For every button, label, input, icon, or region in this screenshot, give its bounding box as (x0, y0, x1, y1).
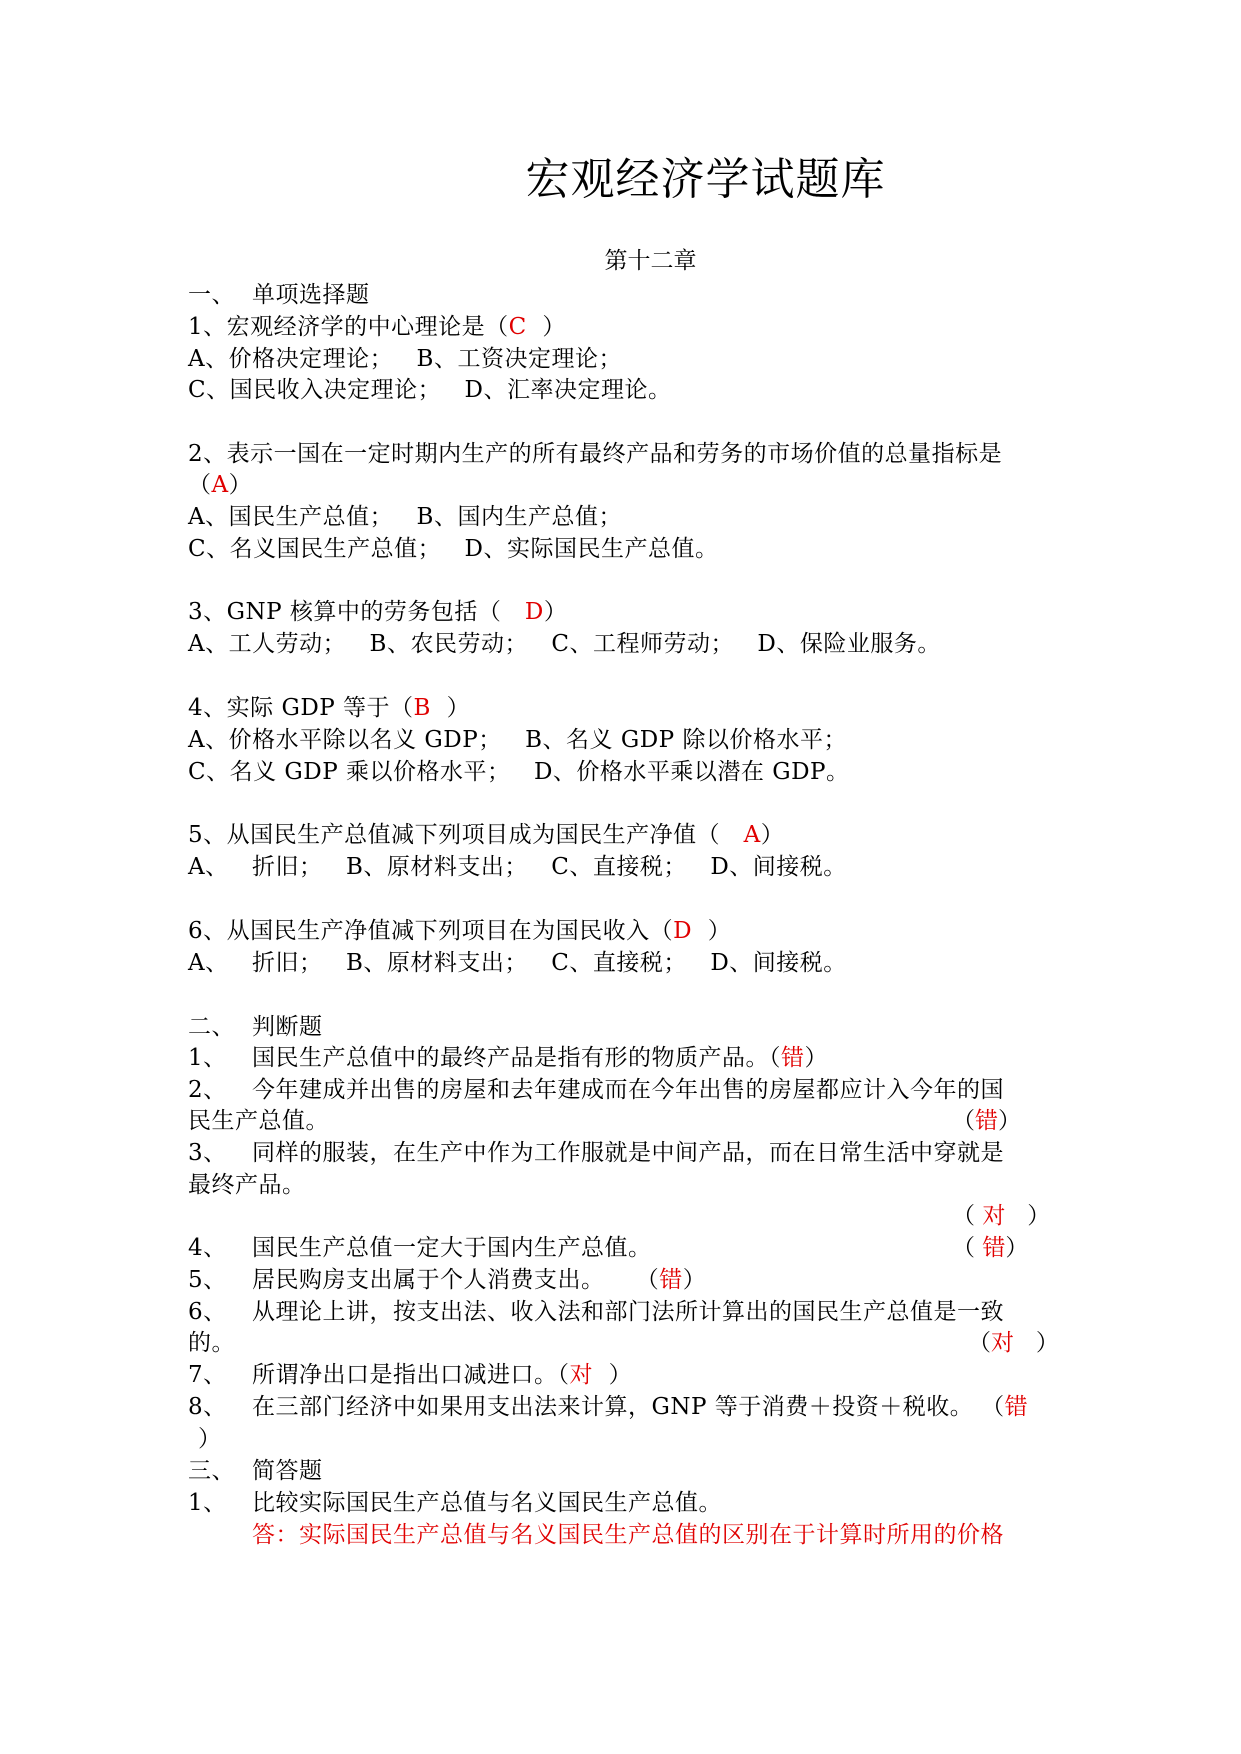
section-number: 一、 (188, 282, 235, 308)
question-3-stem: 3、GNP 核算中的劳务包括（ D） (188, 599, 568, 625)
question-2-options-a: A、国民生产总值； B、国内生产总值； (188, 504, 622, 530)
question-3-options: A、工人劳动； B、农民劳动； C、工程师劳动； D、保险业服务。 (188, 631, 941, 657)
judgement-item-3-answer: （ 对 ） (952, 1203, 1051, 1229)
question-4-options-a: A、价格水平除以名义 GDP； B、名义 GDP 除以价格水平； (188, 727, 847, 753)
question-5-options: A、 折旧； B、原材料支出； C、直接税； D、间接税。 (188, 854, 847, 880)
judgement-item-6: 6、 从理论上讲，按支出法、收入法和部门法所计算出的国民生产总值是一致 (188, 1299, 1004, 1325)
judgement-item-3: 3、 同样的服装，在生产中作为工作服就是中间产品，而在日常生活中穿就是 (188, 1140, 1004, 1166)
answer-mark: D (524, 599, 544, 625)
answer-mark: 错 (781, 1045, 805, 1071)
judgement-item-6-answer: （对 ） (968, 1330, 1059, 1356)
answer-mark: 错 (982, 1235, 1006, 1261)
answer-mark: 对 (991, 1330, 1014, 1356)
document-title: 宏观经济学试题库 (525, 154, 886, 205)
section-heading-judgement (188, 1012, 323, 1042)
section-title: 单项选择题 (252, 282, 370, 308)
answer-mark: D (673, 918, 693, 944)
answer-mark: 错 (659, 1267, 683, 1293)
answer-mark: A (211, 472, 229, 498)
question-4-stem: 4、实际 GDP 等于（B ） (188, 695, 471, 721)
question-4-options-b: C、名义 GDP 乘以价格水平； D、价格水平乘以潜在 GDP。 (188, 759, 850, 785)
answer-mark: 错 (975, 1108, 998, 1134)
short-answer-item-1-answer: 答：实际国民生产总值与名义国民生产总值的区别在于计算时所用的价格 (252, 1522, 1004, 1548)
question-1-stem: 1、宏观经济学的中心理论是（C ） (188, 314, 566, 340)
judgement-item-8-close: ） (198, 1426, 222, 1452)
section-title: 判断题 (252, 1014, 323, 1040)
answer-mark: C (508, 314, 527, 340)
judgement-item-1: 1、 国民生产总值中的最终产品是指有形的物质产品。（错） (188, 1045, 828, 1071)
question-2-answer: （A） (188, 472, 253, 498)
answer-mark: B (413, 695, 431, 721)
judgement-item-2: 2、 今年建成并出售的房屋和去年建成而在今年出售的房屋都应计入今年的国 (188, 1077, 1004, 1103)
question-2-options-b: C、名义国民生产总值； D、实际国民生产总值。 (188, 536, 719, 562)
judgement-item-3-cont: 最终产品。 (188, 1172, 306, 1198)
answer-mark: 对 (982, 1203, 1006, 1229)
answer-mark: 错 (1004, 1394, 1029, 1420)
judgement-item-5: 5、 居民购房支出属于个人消费支出。 （错） (188, 1267, 707, 1293)
judgement-item-4-answer: （ 错） (952, 1235, 1029, 1261)
judgement-item-2-cont: 民生产总值。 (188, 1108, 329, 1134)
section-title: 简答题 (252, 1458, 323, 1484)
section-heading-choice (188, 280, 370, 310)
section-number: 二、 (188, 1014, 235, 1040)
question-1-options-b: C、国民收入决定理论； D、汇率决定理论。 (188, 377, 672, 403)
judgement-item-4: 4、 国民生产总值一定大于国内生产总值。 (188, 1235, 652, 1261)
question-1-options-a: A、价格决定理论； B、工资决定理论； (188, 346, 622, 372)
judgement-item-7: 7、 所谓净出口是指出口减进口。（对 ） (188, 1362, 633, 1388)
chapter-heading: 第十二章 (604, 248, 697, 274)
question-6-options: A、 折旧； B、原材料支出； C、直接税； D、间接税。 (188, 950, 847, 976)
answer-mark: 对 (569, 1362, 593, 1388)
section-heading-short-answer (188, 1456, 323, 1486)
judgement-item-2-answer: （错） (952, 1108, 1021, 1134)
question-5-stem: 5、从国民生产总值减下列项目成为国民生产净值（ A） (188, 822, 785, 848)
section-number: 三、 (188, 1458, 235, 1484)
judgement-item-6-cont: 的。 (188, 1330, 235, 1356)
question-6-stem: 6、从国民生产净值减下列项目在为国民收入（D ） (188, 918, 732, 944)
answer-mark: A (743, 822, 761, 848)
short-answer-item-1: 1、 比较实际国民生产总值与名义国民生产总值。 (188, 1490, 722, 1516)
judgement-item-8: 8、 在三部门经济中如果用支出法来计算，GNP 等于消费＋投资＋税收。 （错 (188, 1394, 1029, 1420)
question-2-stem: 2、表示一国在一定时期内生产的所有最终产品和劳务的市场价值的总量指标是 (188, 441, 1003, 467)
